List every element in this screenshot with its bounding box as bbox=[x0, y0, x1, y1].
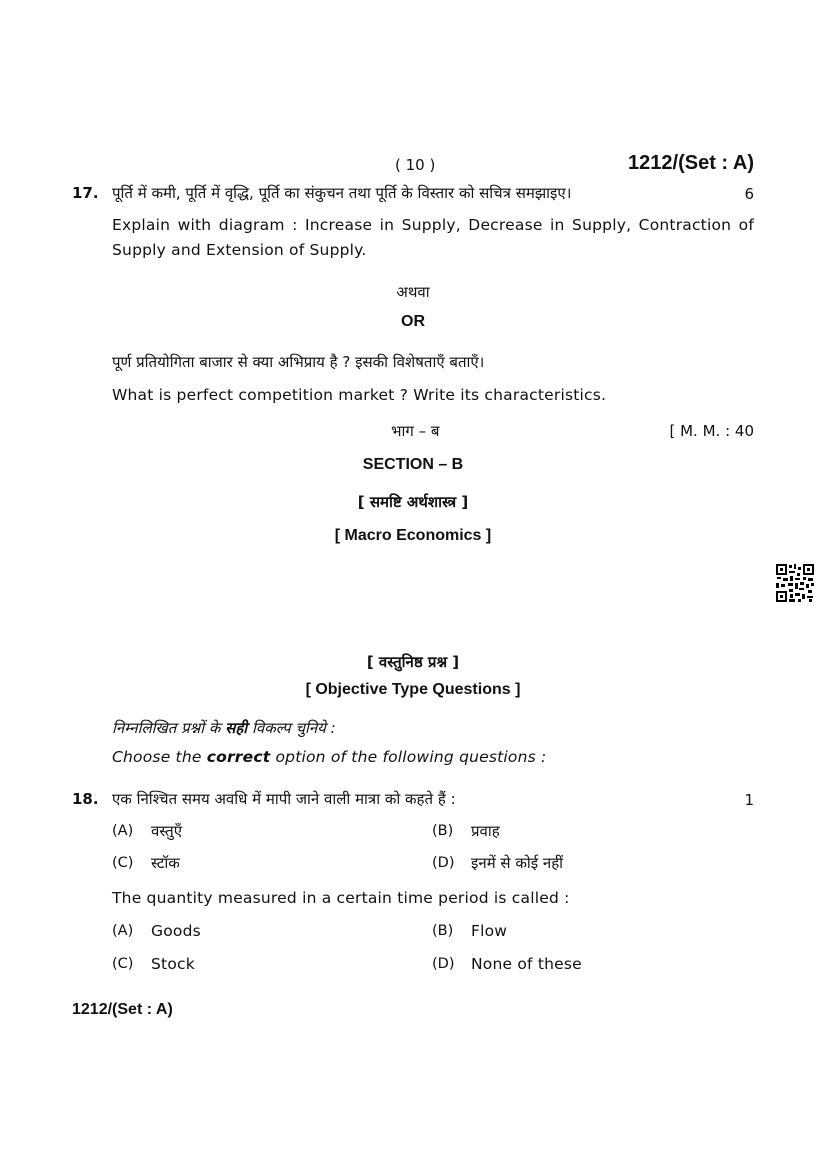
q18-hindi-option-a-label: (A) bbox=[112, 823, 134, 839]
q18-hindi-option-a: वस्तुएँ bbox=[151, 822, 183, 840]
q17-alt-hindi-text: पूर्ण प्रतियोगिता बाजार से क्या अभिप्राय है ? इसकी विशेषताएँ बताएँ। bbox=[112, 353, 485, 371]
instruction-hindi: निम्नलिखित प्रश्नों के सही विकल्प चुनिये : bbox=[112, 719, 336, 737]
q18-english-option-b: Flow bbox=[471, 922, 508, 940]
page-number: ( 10 ) bbox=[395, 156, 436, 174]
q18-english-option-d: None of these bbox=[471, 955, 582, 973]
q17-marks: 6 bbox=[744, 185, 754, 203]
q18-english-option-b-label: (B) bbox=[432, 923, 454, 939]
question-number-17: 17. bbox=[72, 184, 99, 202]
q18-english-text: The quantity measured in a certain time period is called : bbox=[112, 889, 570, 907]
instruction-english: Choose the correct option of the following questions : bbox=[112, 748, 547, 766]
q18-hindi-option-b: प्रवाह bbox=[471, 822, 500, 840]
q18-english-option-c-label: (C) bbox=[112, 956, 134, 972]
subject-hindi: [ समष्टि अर्थशास्त्र ] bbox=[357, 493, 469, 511]
part-hindi: भाग – ब bbox=[391, 422, 440, 440]
objective-heading-english: [ Objective Type Questions ] bbox=[305, 681, 521, 698]
q18-hindi-text: एक निश्चित समय अवधि में मापी जाने वाली मात्रा को कहते हैं : bbox=[112, 790, 456, 808]
or-english: OR bbox=[401, 313, 425, 330]
or-hindi: अथवा bbox=[396, 283, 430, 301]
qr-code bbox=[775, 563, 815, 603]
q17-hindi-text: पूर्ति में कमी, पूर्ति में वृद्धि, पूर्ति का संकुचन तथा पूर्ति के विस्तार को सचित्र समझाइए। bbox=[112, 184, 572, 202]
max-marks: [ M. M. : 40 bbox=[669, 422, 754, 440]
question-number-18: 18. bbox=[72, 790, 99, 808]
q18-english-option-a-label: (A) bbox=[112, 923, 134, 939]
section-title: SECTION – B bbox=[362, 456, 464, 473]
objective-heading-hindi: [ वस्तुनिष्ठ प्रश्न ] bbox=[366, 653, 460, 671]
q18-english-option-c: Stock bbox=[151, 955, 195, 973]
q18-english-option-a: Goods bbox=[151, 922, 201, 940]
set-code-footer: 1212/(Set : A) bbox=[72, 1001, 173, 1018]
q18-hindi-option-b-label: (B) bbox=[432, 823, 454, 839]
subject-english: [ Macro Economics ] bbox=[334, 527, 492, 544]
q18-hindi-option-c: स्टॉक bbox=[151, 854, 180, 872]
q18-hindi-option-c-label: (C) bbox=[112, 855, 134, 871]
q18-hindi-option-d-label: (D) bbox=[432, 855, 455, 871]
q18-hindi-option-d: इनमें से कोई नहीं bbox=[471, 854, 564, 872]
q18-marks: 1 bbox=[744, 791, 754, 809]
set-code-header: 1212/(Set : A) bbox=[628, 152, 754, 174]
q17-english-text: Explain with diagram : Increase in Supply, Decrease in Supply, Contraction of Supply and Extension of Supply. bbox=[112, 216, 754, 259]
q17-alt-english-text: What is perfect competition market ? Write its characteristics. bbox=[112, 386, 607, 404]
q18-english-option-d-label: (D) bbox=[432, 956, 455, 972]
